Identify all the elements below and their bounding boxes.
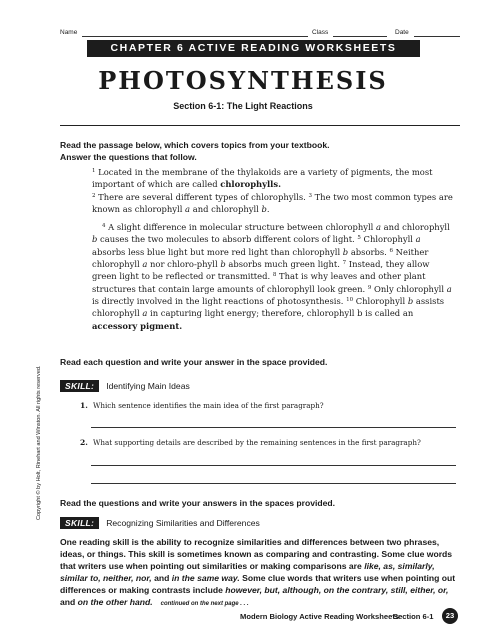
answer-line-2a[interactable] (91, 465, 456, 466)
page-title: PHOTOSYNTHESIS (98, 66, 388, 95)
footer-book-title: Modern Biology Active Reading Worksheets (240, 612, 400, 621)
skill-badge: SKILL: (60, 380, 99, 392)
instructions-2: Read each question and write your answer in the space provided. (60, 357, 328, 367)
divider (60, 125, 460, 126)
skill-heading-2 (60, 517, 260, 529)
instructions-1-line-2: Answer the questions that follow. (60, 152, 197, 162)
reading-passage (92, 166, 454, 332)
passage-paragraph-1: $^1$ Located in the membrane of the thylakoids are a variety of pigments, the most important of which are called chlorophylls. $^2$ There are several different types of chlorophylls. $^3$ The two most common types are known as chlorophyll a and chlorophyll b. (92, 167, 453, 214)
footer-section: Section 6-1 (393, 612, 434, 621)
question-1 (80, 401, 460, 410)
passage-paragraph-2: $^4$ A slight difference in molecular structure between chlorophyll a and chlorophyll b causes the two molecules to absorb different colors of light. $^5$ Chlorophyll a absorbs less blue light but more red light than chlorophyll b absorbs. $^6$ Neither chlorophyll a nor chloro-phyll b absorbs much green light. $^7$ Instead, they allow green light to be reflected or transmitted. $^8$ That is why leaves and other plant structures that contain large amounts of chlorophyll look green. $^9$ Only chlorophyll a is directly involved in the light reactions of photosynthesis. $^{10}$ Chlorophyll b assists chlorophyll a in capturing light energy; therefore, chlorophyll b is called an accessory pigment. (92, 222, 452, 331)
class-field[interactable] (333, 36, 387, 37)
name-label: Name (60, 29, 78, 36)
question-number: 1. (80, 401, 88, 410)
answer-line-2b[interactable] (91, 483, 456, 484)
page-number: 23 (442, 608, 458, 624)
date-field[interactable] (414, 36, 460, 37)
question-2 (80, 438, 460, 447)
name-field[interactable] (82, 36, 308, 37)
skill-heading-1 (60, 380, 190, 392)
answer-line-1[interactable] (91, 427, 456, 428)
instructions-3: Read the questions and write your answers in the spaces provided. (60, 498, 336, 508)
question-text: What supporting details are described by the remaining sentences in the first paragraph? (92, 438, 421, 447)
copyright-notice: Copyright © by Holt, Rinehart and Winston. All rights reserved. (36, 365, 42, 520)
question-number: 2. (80, 438, 88, 447)
class-label: Class (312, 29, 329, 36)
instructions-1 (60, 139, 330, 163)
skill-badge: SKILL: (60, 517, 99, 529)
instructions-1-line-1: Read the passage below, which covers topics from your textbook. (60, 140, 330, 150)
continued-note: continued on the next page . . . (160, 601, 249, 607)
chapter-banner: CHAPTER 6 ACTIVE READING WORKSHEETS (87, 40, 420, 57)
skill-explanation: One reading skill is the ability to recognize similarities and differences between two phrases, ideas, or things. This skill is sometimes known as comparing and contrasting. Some clue words that writers use when pointing out similarities or making comparisons are like, as, similarly, similar to, neither, nor, and in the same way. Some clue words that writers use when pointing out differences or making contrasts include however, but, although, on the contrary, still, either, or, and on the other hand. continued on the next page . . . (60, 537, 456, 607)
skill-title: Recognizing Similarities and Differences (106, 518, 260, 528)
date-label: Date (395, 29, 409, 36)
skill-title: Identifying Main Ideas (106, 381, 190, 391)
question-text: Which sentence identifies the main idea of the first paragraph? (92, 401, 324, 410)
section-title: Section 6-1: The Light Reactions (173, 101, 313, 111)
